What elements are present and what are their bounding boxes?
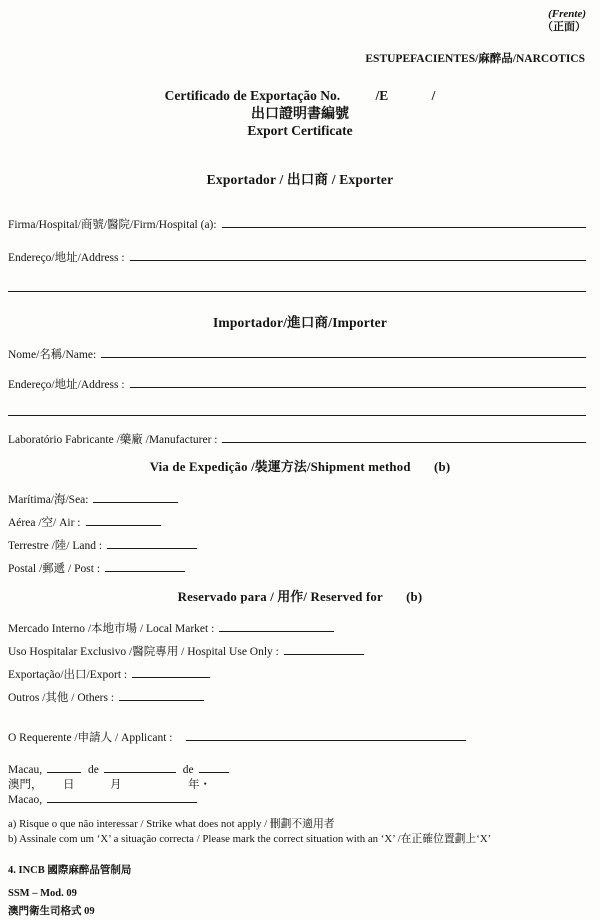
shipment-heading-text: Via de Expedição /裝運方法/Shipment method [149,460,411,474]
reserved-export-row [8,666,210,682]
date-year-zh: 年・ [188,779,211,791]
date-line-en [8,791,197,806]
date-city-en: Macao, [8,794,43,806]
footnote-b: b) Assinale com um ‘X’ a situação correcta / Please mark the correct situation with an ‘X’ /在正確位置劃上‘X’ [8,833,492,845]
shipment-post-field-line [105,560,185,572]
shipment-sea-field-line [93,491,178,503]
reserved-local-market-label: Mercado Interno /本地市場 / Local Market : [8,623,215,635]
manufacturer-label: Laboratório Fabricante /藥廠 /Manufacturer : [8,434,218,446]
exporter-firm-row [8,216,586,232]
reserved-export-field-line [132,666,210,678]
importer-address-label: Endereço/地址/Address : [8,379,125,391]
exporter-heading: Exportador / 出口商 / Exporter [206,172,394,187]
reserved-others-field-line [119,689,204,701]
shipment-land-label: Terrestre /陸/ Land : [8,540,103,552]
importer-name-field-line [101,357,586,358]
shipment-post-row [8,560,185,576]
applicant-row [8,729,466,745]
certificate-number-suffix: / [431,88,436,103]
reserved-hospital-label: Uso Hospitalar Exclusivo /醫院專用 / Hospital Use Only : [8,646,279,658]
reserved-heading-note: (b) [406,590,423,604]
reserved-hospital-field-line [284,643,364,655]
reserved-local-market-field-line [219,620,334,632]
reserved-heading [0,586,600,605]
date-de-1: de [88,764,99,776]
form-code: SSM – Mod. 09 [8,888,77,899]
reserved-local-market-row [8,620,334,636]
reserved-export-label: Exportação/出口/Export : [8,669,128,681]
certificate-title-pt: Certificado de Exportação No. [164,88,341,103]
importer-heading: Importador/進口商/Importer [212,315,388,330]
date-line-pt [8,761,229,776]
date-de-2: de [182,764,194,776]
reserved-heading-text: Reservado para / 用作/ Reserved for [177,590,383,604]
date-month-zh: 月 [110,779,122,791]
front-label-pt: (Frente) [548,8,586,20]
date-day-line [47,761,81,773]
shipment-land-row [8,537,197,553]
certificate-title-en: Export Certificate [247,123,353,138]
form-code-zh: 澳門衛生司格式 09 [8,906,95,917]
manufacturer-row [8,431,586,447]
date-year-line [199,761,229,773]
shipment-air-label: Aérea /空/ Air : [8,517,81,529]
date-line-en-blank [47,791,197,803]
shipment-heading-note: (b) [434,460,451,474]
manufacturer-field-line [222,442,586,443]
shipment-land-field-line [107,537,197,549]
reserved-others-label: Outros /其他 / Others : [8,692,115,704]
incb-note: 4. INCB 國際麻醉品管制局 [8,865,132,876]
exporter-address-label: Endereço/地址/Address : [8,252,125,264]
exporter-address-continuation-line [8,291,586,292]
exporter-firm-field-line [222,227,586,228]
footnote-a: a) Risque o que não interessar / Strike what does not apply / 刪劃不適用者 [8,818,335,830]
date-city-zh: 澳門， [8,779,43,791]
importer-address-field-line [130,387,586,388]
shipment-sea-row [8,491,178,507]
date-month-line [104,761,176,773]
importer-name-row [8,346,586,362]
front-side-marker [542,8,586,34]
date-day-zh: 日 [63,779,75,791]
shipment-sea-label: Marítima/海/Sea: [8,494,89,506]
certificate-title-zh: 出口證明書編號 [251,107,349,122]
date-city-pt: Macau, [8,764,43,776]
reserved-hospital-row [8,643,364,659]
certificate-number-prefix: /E [375,88,389,103]
importer-address-continuation-line [8,415,586,416]
exporter-address-field-line [130,260,586,261]
shipment-air-row [8,514,161,530]
applicant-signature-line [186,729,466,741]
shipment-heading [0,456,600,475]
shipment-post-label: Postal /郵遞 / Post : [8,563,101,575]
certificate-title-line [0,88,600,104]
reserved-others-row [8,689,204,705]
shipment-air-field-line [86,514,161,526]
applicant-label: O Requerente /申請人 / Applicant : [8,732,173,744]
exporter-firm-label: Firma/Hospital/商號/醫院/Firm/Hospital (a): [8,219,217,231]
importer-name-label: Nome/名稱/Name: [8,349,97,361]
exporter-address-row [8,249,586,265]
narcotics-category-label: ESTUPEFACIENTES/麻醉品/NARCOTICS [365,53,585,65]
importer-address-row [8,376,586,392]
front-label-zh: （正面） [542,21,586,33]
